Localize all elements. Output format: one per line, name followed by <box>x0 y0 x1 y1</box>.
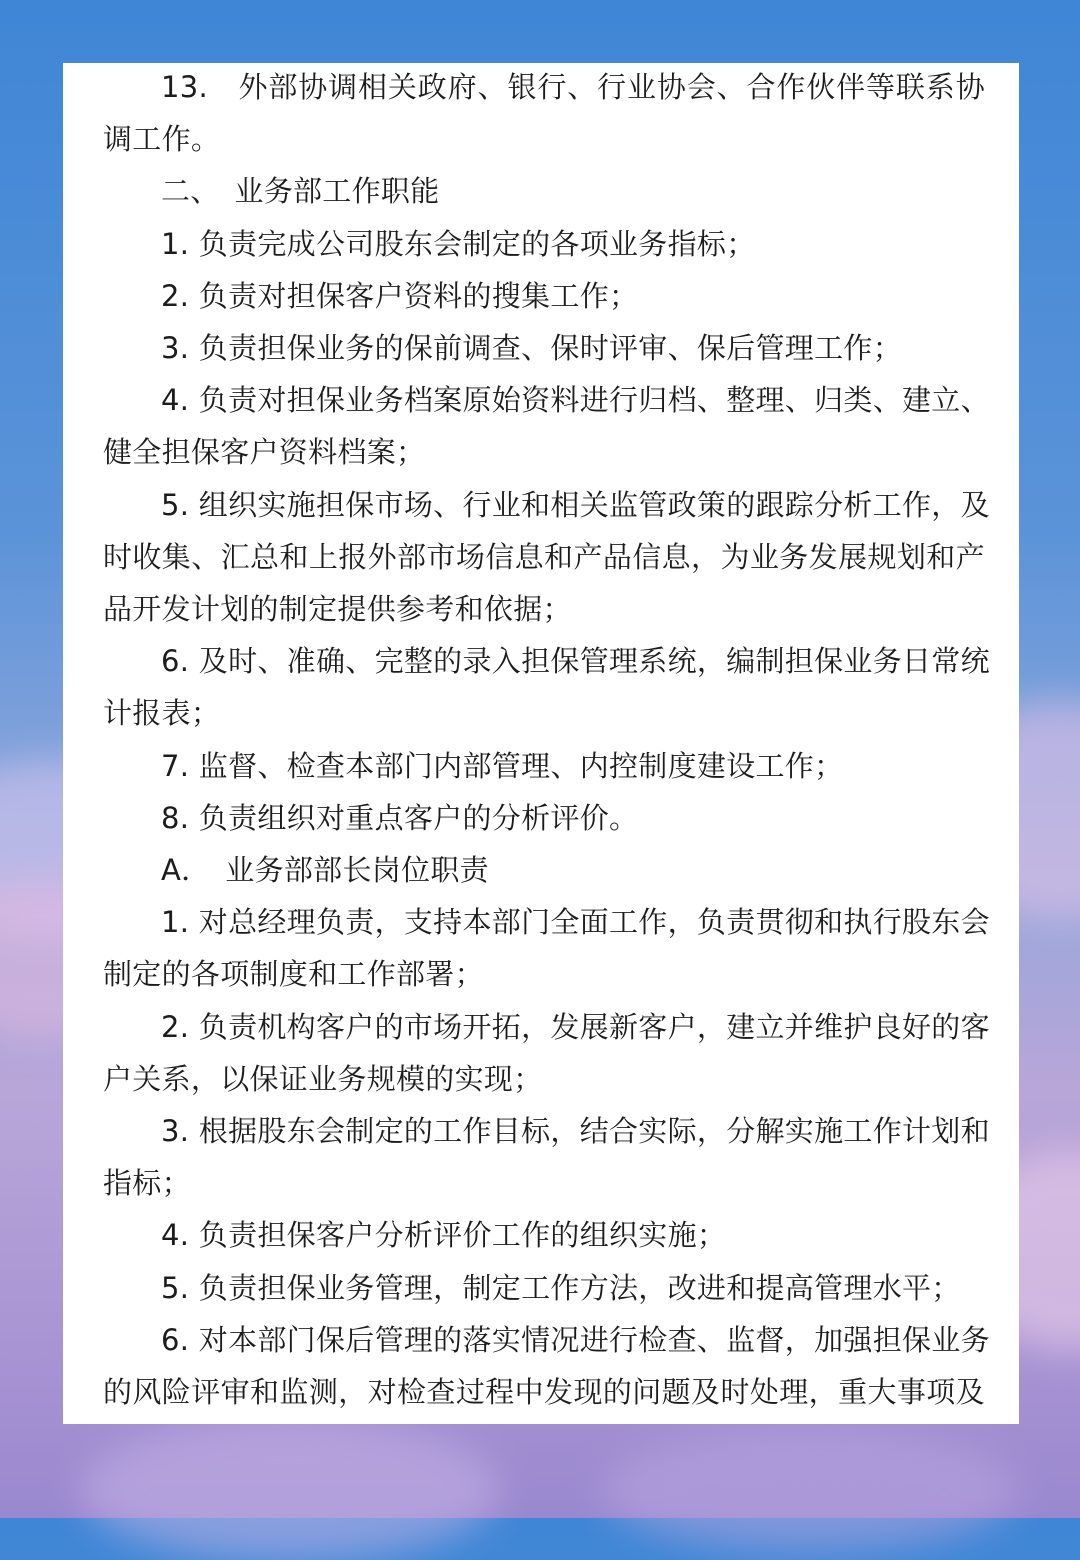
text-line: 健全担保客户资料档案； <box>103 435 426 470</box>
text-line: 4. 负责担保客户分析评价工作的组织实施； <box>161 1218 727 1253</box>
text-line: 品开发计划的制定提供参考和依据； <box>103 592 572 627</box>
text-line: 指标； <box>103 1166 191 1201</box>
cloud-decoration <box>600 1430 1020 1550</box>
text-line: 调工作。 <box>103 122 221 157</box>
text-line: 6. 对本部门保后管理的落实情况进行检查、监督，加强担保业务 <box>161 1322 990 1357</box>
text-line: 户关系，以保证业务规模的实现； <box>103 1061 543 1096</box>
text-line: 2. 负责对担保客户资料的搜集工作； <box>161 278 639 313</box>
text-line: 13. 外部协调相关政府、银行、行业协会、合作伙伴等联系协 <box>161 70 985 104</box>
text-line: 计报表； <box>103 696 221 731</box>
text-line: 1. 对总经理负责，支持本部门全面工作，负责贯彻和执行股东会 <box>161 905 990 940</box>
text-line: A． 业务部部长岗位职责 <box>161 853 489 888</box>
text-line: 的风险评审和监测，对检查过程中发现的问题及时处理，重大事项及 <box>103 1375 985 1410</box>
text-line: 2. 负责机构客户的市场开拓，发展新客户，建立并维护良好的客 <box>161 1009 990 1044</box>
text-line: 1. 负责完成公司股东会制定的各项业务指标； <box>161 226 756 261</box>
text-line: 7. 监督、检查本部门内部管理、内控制度建设工作； <box>161 748 844 783</box>
cloud-decoration <box>80 1420 500 1560</box>
text-line: 制定的各项制度和工作部署； <box>103 957 484 992</box>
text-line: 3. 负责担保业务的保前调查、保时评审、保后管理工作； <box>161 331 902 366</box>
text-line: 二、 业务部工作职能 <box>161 174 440 209</box>
document-body <box>103 63 990 1418</box>
text-line: 4. 负责对担保业务档案原始资料进行归档、整理、归类、建立、 <box>161 383 990 418</box>
document-page <box>63 63 1019 1424</box>
text-line: 5. 负责担保业务管理，制定工作方法，改进和提高管理水平； <box>161 1270 961 1305</box>
text-line: 时收集、汇总和上报外部市场信息和产品信息，为业务发展规划和产 <box>103 539 985 574</box>
text-line: 6. 及时、准确、完整的录入担保管理系统，编制担保业务日常统 <box>161 644 990 679</box>
text-line: 5. 组织实施担保市场、行业和相关监管政策的跟踪分析工作，及 <box>161 487 990 522</box>
text-line: 3. 根据股东会制定的工作目标，结合实际，分解实施工作计划和 <box>161 1114 990 1149</box>
text-line: 8. 负责组织对重点客户的分析评价。 <box>161 800 639 835</box>
